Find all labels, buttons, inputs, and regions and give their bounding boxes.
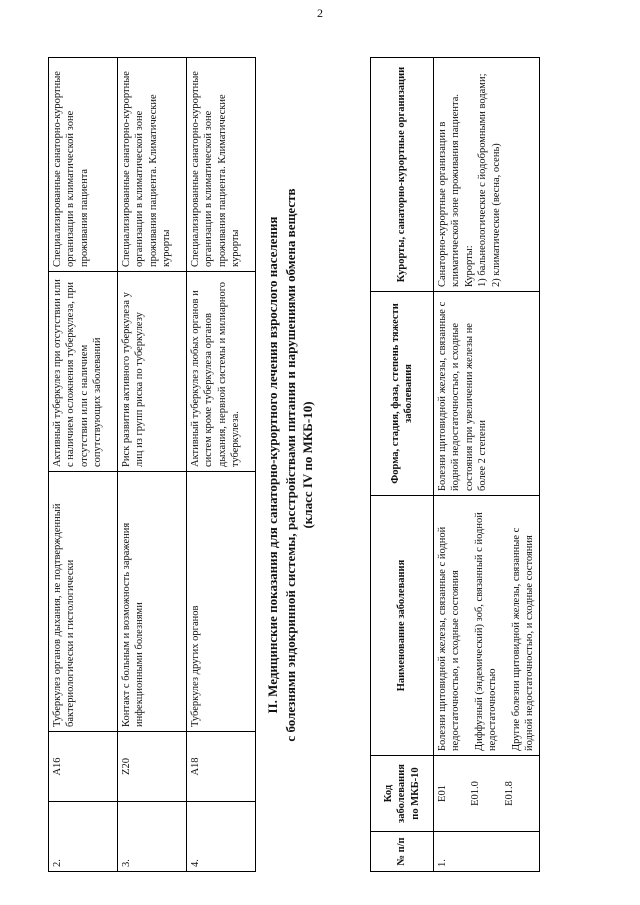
header-code: Код заболевания по МКБ-10 [371,756,434,832]
disease-form: Болезни щитовидной железы, связанные с йодной недостаточностью, и сходные состояния при увеличении железы не более 2 степени [434,292,540,496]
disease-name: Другие болезни щитовидной железы, связанные с йодной недостаточностью, и сходные состояния [510,527,536,751]
disease-name: Туберкулез органов дыхания, не подтвержденный бактериологически и гистологически [49,472,118,732]
disease-name: Болезни щитовидной железы, связанные с йодной недостаточностью, и сходные состояния [437,526,462,751]
disease-name: Туберкулез других органов [187,472,256,732]
icd-code: E01.0 [470,781,482,806]
table-row [118,58,187,872]
section-heading-line: (класс IV по МКБ-10) [300,401,316,529]
disease-name: Контакт с больным и возможность заражения инфекционными болезнями [118,472,187,732]
resort-info: Специализированные санаторно-курортные организации в климатической зоне проживания пациента. Климатические курорты [187,58,256,272]
disease-name: Диффузный (эндемический) зоб, связанный с йодной недостаточностью [473,512,499,751]
resort-line: 2) климатические (весна, осень) [490,143,502,287]
disease-form: Активный туберкулез при отсутствии или с наличием осложнения туберкулеза, при отсутствии или с наличием сопутствующих заболеваний [49,272,118,472]
header-name: Наименование заболевания [371,496,434,756]
rotated-page-content [40,50,600,880]
row-number: 1. [434,832,540,872]
icd-code: E01 [437,785,448,802]
resort-line: Санаторно-курортные организации в климатической зоне проживания пациента. [437,94,462,287]
disease-form: Риск развития активного туберкулеза у лиц из групп риска по туберкулезу [118,272,187,472]
table-row [434,58,540,872]
section-heading [264,58,317,872]
icd-codes [434,756,540,832]
disease-names [434,496,540,756]
row-number: 4. [187,802,256,872]
table-row [187,58,256,872]
icd-code: A18 [187,732,256,802]
icd-code: A16 [49,732,118,802]
icd-code: E01.8 [503,781,515,806]
table-header-row [371,58,434,872]
page-number: 2 [317,6,323,20]
header-resort: Курорты, санаторно-курортные организации [371,58,434,292]
indications-table-continued [48,57,256,872]
resort-info: Специализированные санаторно-курортные организации в климатической зоне проживания пациента [49,58,118,272]
resort-line: Курорты: [463,245,475,287]
row-number: 3. [118,802,187,872]
section-heading-line: с болезнями эндокринной системы, расстройствами питания и нарушениями обмена веществ [282,188,298,742]
resort-line: 1) бальнеологические с йодобромными водами; [477,73,489,287]
icd-code: Z20 [118,732,187,802]
section-heading-line: II. Медицинские показания для санаторно-курортного лечения взрослого населения [265,216,280,714]
row-number: 2. [49,802,118,872]
header-form: Форма, стадия, фаза, степень тяжести заболевания [371,292,434,496]
header-num: № п/п [371,832,434,872]
endocrine-indications-table [370,57,540,872]
resort-info [434,58,540,292]
resort-info: Специализированные санаторно-курортные организации в климатической зоне проживания пациента. Климатические курорты [118,58,187,272]
table-row [49,58,118,872]
disease-form: Активный туберкулез любых органов и систем кроме туберкулеза органов дыхания, нервной системы и милиарного туберкулеза. [187,272,256,472]
